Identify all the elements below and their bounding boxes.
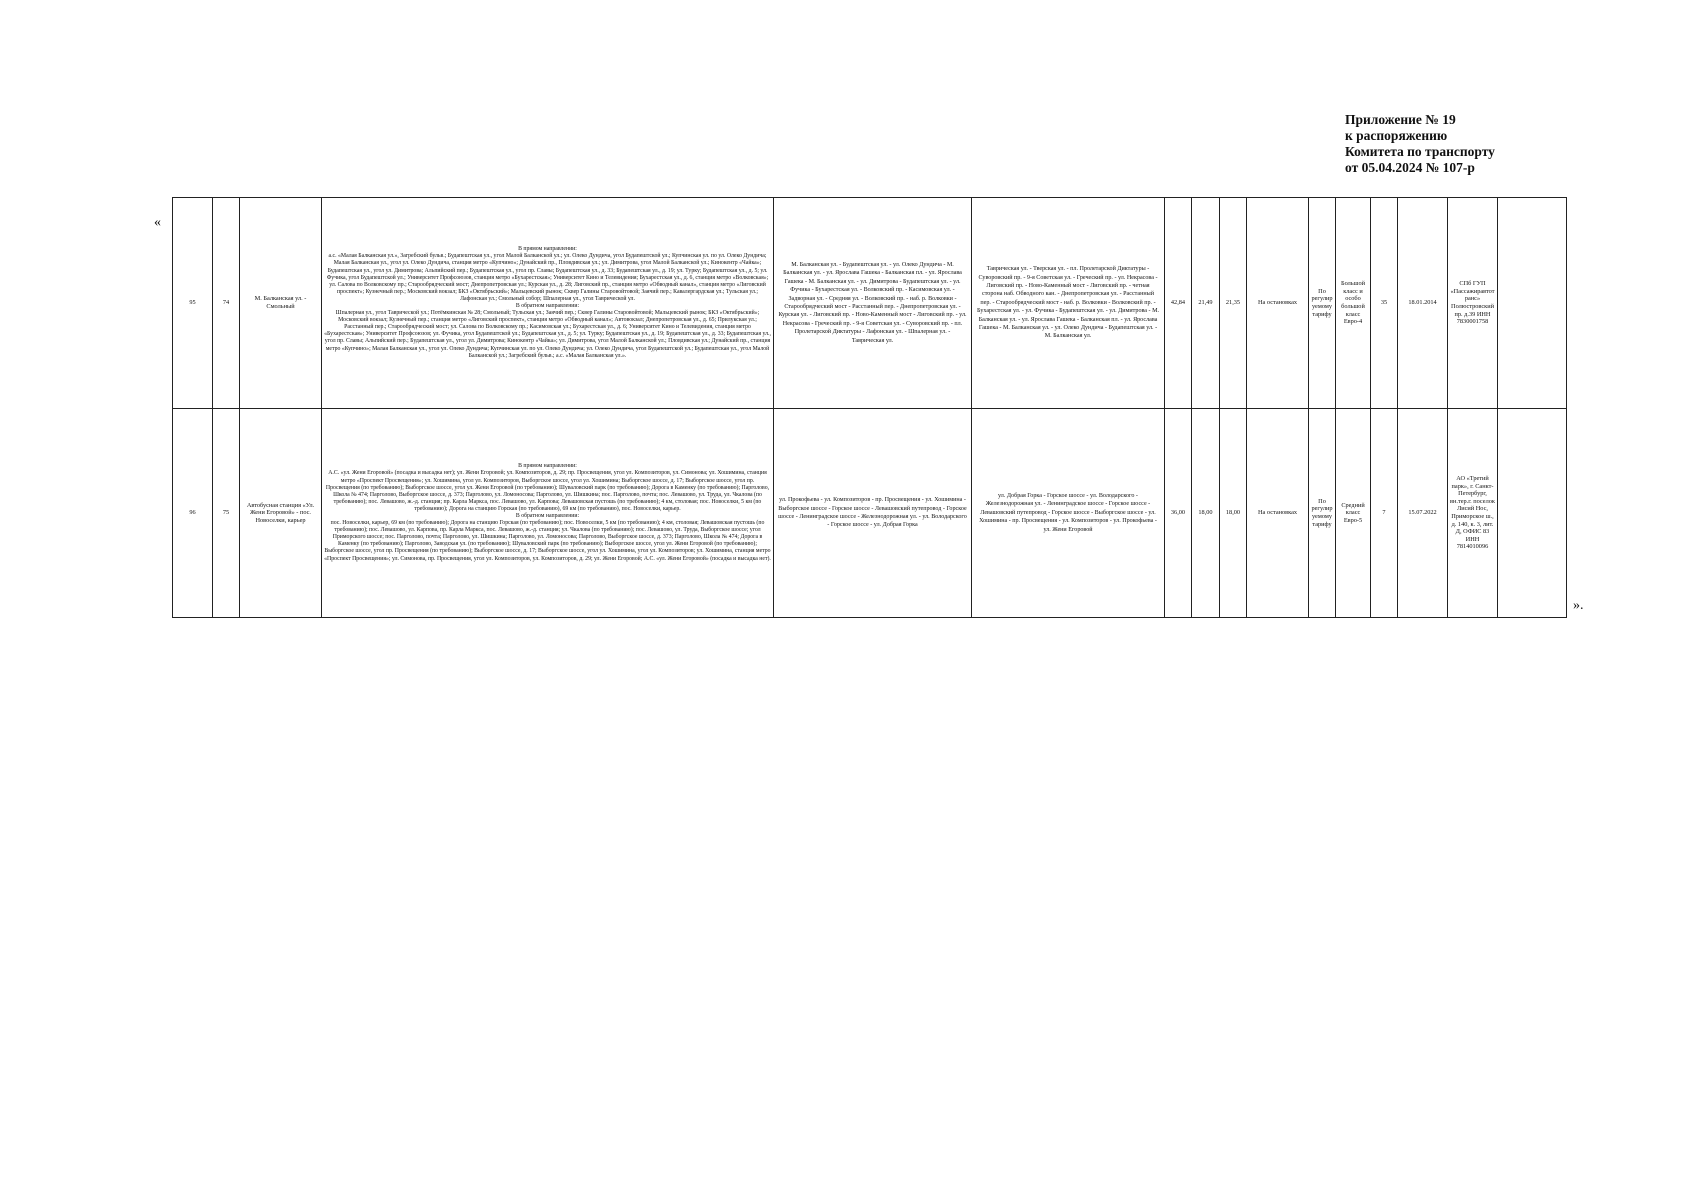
table-row [173,198,1567,409]
carrier-info: АО «Третий парк», г. Санкт-Петербург, вн.тер.г. поселок Лисий Нос, Приморское ш., д. 140, к. 3, лит. Д, ОФИС 83 ИНН 7814010096 [1448,409,1498,618]
streets-forward: ул. Прокофьева - ул. Композиторов - пр. Просвещения - ул. Хошимина - Выборгское шоссе - Горское шоссе - Левашовский путепровод - Горское шоссе - Ленинградское шоссе - Железнодорожная ул. - ул. Володарского - Горское шоссе - ул. Добрая Горка [774,409,972,618]
opening-quote: « [154,215,161,230]
backward-direction-stops: Шпалерная ул., угол Таврической ул.; Потёмкинская № 28; Смольный; Тульская ул.; Заячий пер.; Сквер Галины Старовойтовой; Мальцевский рынок; БКЗ «Октябрьский»; Московский вокзал; Кузнечный пер.; станция метро «Лиговский проспект», станция метро «Обводный канал»; Автовокзал; Днепропетровская ул., д. 65; Прилукская ул.; Расстанный пер.; Старообрядческий мост; ул. Салова по Волковскому пр.; Касимовская ул.; Бухарестская ул., д. 6; Университет Кино и Телевидения, станция метро «Бухарестская»; Университет Профсоюзов; ул. Фучика, угол Будапештской ул.; Будапештская ул., д. 5; ул. Турку; Будапештская ул., д. 19; Будапештская ул., д. 33; Будапештская ул., угол пр. Славы; Альпийский пер.; Будапештская ул., угол ул. Димитрова; Кинокентр «Чайка»; ул. Димитрова, угол Малой Балканской ул.; Пловдивская ул.; Дунайский пр., станция метро «Купчино»; Малая Балканская ул., угол ул. Олеко Дундича; Купчинская ул. по ул. Олеко Дундича; ул. Олеко Дундича, угол Будапештской ул.; Будапештская ул., угол Малой Балканской ул.; Загребский бульв.; а.с. «Малая Балканская ул.». [324,310,771,359]
route-number: 74 [213,198,240,409]
bus-class: Большой класс и особо большой класс Евро-4 [1336,198,1371,409]
carrier-info: СПб ГУП «Пассажиравтотранс» Полюстровский пр. д.39 ИНН 7830001758 [1448,198,1498,409]
boarding-mode: На остановках [1247,409,1309,618]
appendix-line-committee: Комитета по транспорту [1345,144,1495,159]
forward-direction-stops: А.С. «ул. Жени Егоровой» (посадка и высадка нет); ул. Жени Егоровой; ул. Композиторов, д. 29; пр. Просвещения, угол ул. Композиторов, ул. Симонова; ул. Хошимина, станция метро «Проспект Просвещения»; ул. Хошимина, угол ул. Композиторов, Выборгское шоссе, угол ул. Хошимина; Выборгское шоссе, д. 17; Выборгское шоссе, угол пр. Просвещения (по требованию); Выборгское шоссе, угол ул. Жени Егоровой (по требованию); Шуваловский парк (по требованию); Дорога в Каменку (по требованию); Парголово, Школа № 474; Парголово, Выборгское шоссе, д. 373; Парголово, ул. Ломоносова; Парголово, ул. Шишкина; пос. Парголово, почта; пос. Левашово, ул. Труда, ул. Чкалова (по требованию); пос. Левашово, ж.-д. станция; пр. Карла Маркса, пос. Левашово, ул. Карпова; Левашовская пустошь (по требованию); 4 км, столовая; пос. Новоселки, 5 км (по требованию); Дорога на станцию Горская (по требованию), 69 км (по требованию), пос. Новоселки, карьер. [325,470,770,512]
length-total: 42,84 [1165,198,1192,409]
backward-direction-stops: пос. Новоселки, карьер, 69 км (по требованию); Дорога на станцию Горская (по требованию); пос. Новоселки, 5 км (по требованию); 4 км, столовая; Левашовская пустошь (по требованию); пос. Левашово, ул. Карпова, пр. Карла Маркса, пос. Левашово, ж.-д. станция; ул. Чкалова (по требованию); пос. Левашово, ул. Труда, Выборгское шоссе; угол Приморского шоссе; пос. Парголово, почта; Парголово, ул. Шишкина; Парголово, ул. Ломоносова; Парголово, Выборгское шоссе, д. 373; Парголово, Школа № 474; Дорога в Каменку (по требованию); Парголово, Заводская ул. (по требованию); Шуваловский парк (по требованию); Выборгское шоссе, угол ул. Жени Егоровой (по требованию); Выборгское шоссе, угол пр. Просвещения (по требованию); Выборгское шоссе, д. 17; Выборгское шоссе, угол ул. Хошимина, угол ул. Композиторов; ул. Хошимина, станция метро «Проспект Просвещения»; ул. Симонова, пр. Просвещения, угол ул. Композиторов, ул. Композиторов, д. 29; ул. Жени Егоровой; А.С. «ул. Жени Егоровой» (посадка и высадка нет). [324,520,771,562]
length-forward: 21,49 [1192,198,1220,409]
backward-direction-title: В обратном направлении: [515,303,580,309]
route-name: М. Балканская ул. - Смольный [240,198,322,409]
routes-table [172,197,1567,618]
length-backward: 18,00 [1220,409,1247,618]
row-number: 96 [173,409,213,618]
start-date: 18.01.2014 [1398,198,1448,409]
forward-direction-title: В прямом направлении: [518,246,577,253]
tariff-type: По регулируемому тарифу [1309,409,1336,618]
empty-cell [1498,409,1567,618]
route-name: Автобусная станция «Ул. Жени Егоровой» - пос. Новоселки, карьер [240,409,322,618]
bus-quantity: 35 [1371,198,1398,409]
empty-cell [1498,198,1567,409]
boarding-mode: На остановках [1247,198,1309,409]
stops-list [322,198,774,409]
closing-quote: ». [1573,598,1584,613]
appendix-title: Приложение № 19 [1345,112,1456,127]
appendix-line-order: к распоряжению [1345,128,1448,143]
length-backward: 21,35 [1220,198,1247,409]
bus-class: Средний класс Евро-5 [1336,409,1371,618]
bus-quantity: 7 [1371,409,1398,618]
appendix-line-date: от 05.04.2024 № 107-р [1345,160,1475,175]
streets-backward: ул. Добрая Горка - Горское шоссе - ул. Володарского - Железнодорожная ул. - Ленинградское шоссе - Горское шоссе - Левашовский путепровод - Горское шоссе - Выборгское шоссе - ул. Хошимина - пр. Просвещения - ул. Композиторов - ул. Прокофьева - ул. Жени Егоровой [972,409,1165,618]
stops-list [322,409,774,618]
tariff-type: По регулируемому тарифу [1309,198,1336,409]
forward-direction-title: В прямом направлении: [518,463,577,470]
length-forward: 18,00 [1192,409,1220,618]
route-number: 75 [213,409,240,618]
streets-forward: М. Балканская ул. - Будапештская ул. - ул. Олеко Дундича - М. Балканская ул. - ул. Ярослава Гашека - Балканская пл. - ул. Ярослава Гашека - М. Балканская ул. - ул. Димитрова - Будапештская ул. - ул. Фучика - Бухарестская ул. - Волковский пр. - Касимовская ул. - Задворная ул. - Средняя ул. - Волковский пр. - наб. р. Волковки - Старообрядческий мост - Расстанный пер. - Днепропетровская ул. - Курская ул. - Лиговский пр. - Ново-Каменный мост - Лиговский пр. - ул. Некрасова - Греческий пр. - 9-я Советская ул. - Суворовский пр. - пл. Пролетарской Диктатуры - Лафонская ул. - Шпалерная ул. - Таврическая ул. [774,198,972,409]
start-date: 15.07.2022 [1398,409,1448,618]
forward-direction-stops: а.с. «Малая Балканская ул.», Загребский бульв.; Будапештская ул., угол Малой Балканской ул.; ул. Олеко Дундича, угол Будапештской ул.; Купчинская ул. по ул. Олеко Дундича; Малая Балканская ул., угол ул. Олеко Дундича, станция метро «Купчино»; Дунайский пр., Пловдивская ул.; ул. Димитрова, угол Малой Балканской ул.; Кинокентр «Чайка»; Будапештская ул., угол ул. Димитрова; Альпийский пер.; Будапештская ул., угол пр. Славы; Будапештская ул., д. 33; Будапештская ул., д. 19; ул. Турку; Будапештская ул., д. 5; ул. Фучика, угол Будапештской ул.; Университет Профсоюзов, станция метро «Бухарестская»; Университет Кино и Телевидения; Бухарестская ул., д. 6, станция метро «Волковская»; ул. Салова по Волковскому пр.; Старообрядческий мост; Днепропетровская ул.; Курская ул., д. 28; Лиговский пр., станция метро «Обводный канал», станция метро «Лиговский проспект»; Кузнечный пер.; Московский вокзал; БКЗ «Октябрьский»; Мальцевский рынок; Сквер Галины Старовойтовой; Заячий пер.; Кавалергардская ул.; Тульская ул.; Лафонская ул.; Смольный собор; Шпалерная ул., угол Таврической ул. [326,253,769,302]
appendix-header [1345,112,1665,176]
length-total: 36,00 [1165,409,1192,618]
row-number: 95 [173,198,213,409]
table-row [173,409,1567,618]
streets-backward: Таврическая ул. - Тверская ул. - пл. Пролетарской Диктатуры - Суворовский пр. - 9-я Советская ул. - Греческий пр. - ул. Некрасова - Лиговский пр. - Ново-Каменный мост - Лиговский пр. - четная сторона наб. Обводного кан. - Днепропетровская ул. - Расстанный пер. - Старообрядческий мост - наб. р. Волковки - Волковский пр. - Бухарестская ул. - ул. Фучика - Будапештская ул. - ул. Димитрова - М. Балканская ул. - ул. Ярослава Гашека - Балканская пл. - ул. Ярослава Гашека - М. Балканская ул. - ул. Олеко Дундича - Будапештская ул. - М. Балканская ул. [972,198,1165,409]
backward-direction-title: В обратном направлении: [515,513,580,519]
